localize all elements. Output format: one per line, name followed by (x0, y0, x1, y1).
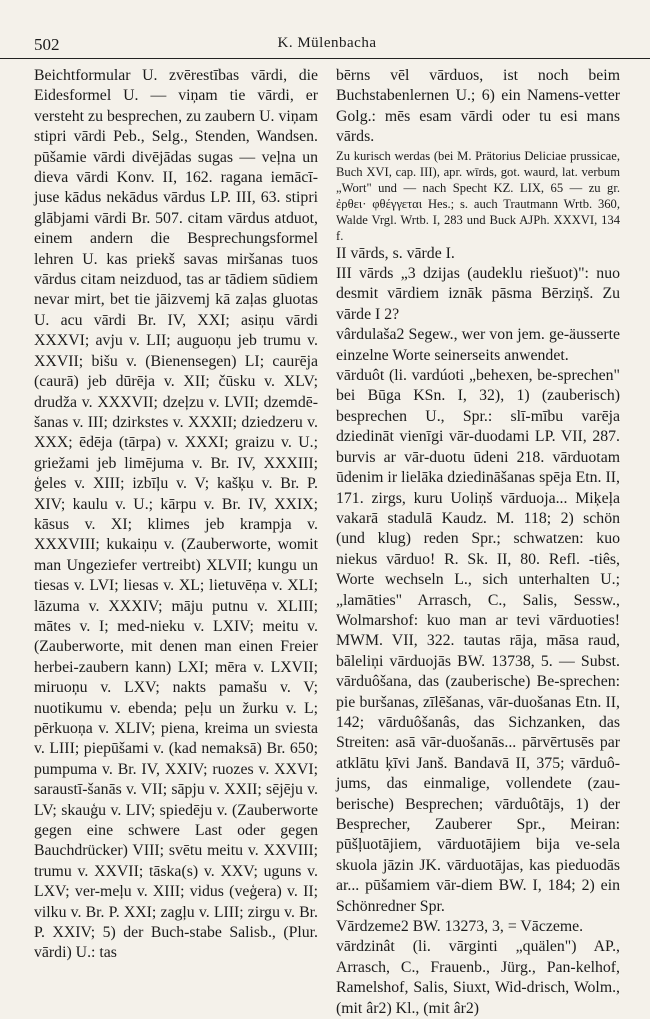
page-header (34, 0, 620, 52)
entry-vards-2: II vārds, s. vārde I. (336, 244, 455, 262)
entry-vardulasa: vârdulaša2 Segew., wer von jem. ge-äusserte einzelne Worte seinerseits anwendet. (336, 326, 620, 364)
entry-varduot: vārduôt (li. vardúoti „behexen, be-sprechen" bei Būga KSn. I, 32), 1) (zauberisch) besprechen U., Spr.: slī-mību varēja dziedināt vienīgi vār-duodami LP. VII, 287. burvis ar vār-duotu ūdeni 218. vārduotam ūdenim ir lielāka dziedināšanas spēja Etn. II, 171. zirgs, kuru Uoliņš vārduoja... Miķeļa vakarā stadulā Kaudz. M. 118; 2) schön (und klug) reden Spr.; schwatzen: kuo niekus vārduo! R. Sk. II, 80. Refl. -tiês, Worte wechseln L., sich unterhalten U.; „lamāties" Arrasch, C., Salis, Sessw., Wolmarshof: kuo man ar tevi vārduoties! MWM. VII, 322. tautas rāja, māsa raud, bāleliņi vārduojās BW. 13738, 5. — Subst. vārduôšana, das (zauberische) Be-sprechen: pie buršanas, zīlēšanas, vār-duošanas Etn. II, 142; vārduôšanâs, das Sichzanken, das Streiten: asā vār-duošanās... pārvērtusēs par atklātu ķīvi Janš. Bandavā II, 375; vārduô-jums, das einmalige, vollendete (zau-berische) Besprechen; vārduôtājs, 1) der Besprecher, Zauberer Spr., Meiran: pūšļuotājiem, vārduotājiem bija ve-sela skuola jāzin JK. vārduotājas, kas pieduodās ar... pūšamiem vār-diem BW. I, 184; 2) ein Schönredner Spr. (336, 367, 620, 915)
entry-continuation: bērns vēl vārduos, ist noch beim Buchstabenlernen U.; 6) ein Namens-vetter Golg.: mēs esam vārdi oder tu esi mans vārds. (336, 67, 620, 146)
left-column (34, 66, 318, 1019)
header-rule (0, 58, 650, 59)
entry-vardzinat: vārdzinât (li. vārginti „quälen") AP., Arrasch, C., Frauenb., Jürg., Pan-kelhof, Ramelshof, Salis, Siuxt, Wid-drisch, Wolm., (mit âr2) Kl., (mit âr2) (336, 938, 620, 1017)
text-columns (34, 66, 620, 1019)
entry-vardzeme: Vārdzeme2 BW. 13273, 3, = Vāczeme. (336, 918, 584, 936)
running-head: K. Mülenbacha (277, 35, 377, 51)
etymology-note: Zu kurisch werdas (bei M. Prätorius Deliciae prussicae, Buch XVI, cap. III), apr. wīrds, got. waurd, lat. verbum „Wort" und — nach Specht KZ. LIX, 65 — zu gr. ἐρθει· φθέγγεται Hes.; s. auch Trautmann Wrtb. 360, Walde Vrgl. Wrtb. I, 283 und Buck AJPh. XXXVI, 134 f. (336, 148, 620, 243)
page-number: 502 (34, 35, 60, 54)
right-column (336, 66, 620, 1019)
left-entry-text: Beichtformular U. zvērestības vārdi, die Eidesformel U. — viņam tie vārdi, er versteht zu besprechen, zu zaubern U. viņam stipri vārdi Peb., Selg., Stenden, Wandsen. pūšamie vārdi divējādas sugas — veļna un dieva vārdi Konv. II, 162. ragana iemācī-juse kādus nekādus vārdus LP. III, 63. stipri glābjami vārdi Br. 507. citam vārdus atduot, einem andern die Besprechungsformel lehren U. kas priekš savas miršanas tuos vārdus citam neizduod, tas ar tādiem sūdiem nevar mirt, bet tie jāizvemj kā zaļas gluotas U. acu vārdi Br. IV, XXI; asiņu vārdi XXXVI; avju v. LII; auguoņu jeb trumu v. XXVII; bišu v. (Bienensegen) LI; caurēja (caurā) jeb dūrēja v. XII; čūsku v. XLV; drudža v. XXXVII; dzeļzu v. LVII; dzemdē-šanas v. III; dzirkstes v. XXXII; dziedzeru v. XXX; ēdēja (tārpa) v. XXXI; graizu v. U.; griežami jeb limējuma v. Br. IV, XXXIII; ģeles v. XIII; izbīļu v. V; kašķu v. Br. P. XIV; kaulu v. U.; kārpu v. Br. IV, XXIX; kāsus v. XI; klimes jeb krampja v. XXXVIII; kukaiņu v. (Zauberworte, womit man Ungeziefer vertreibt) XLVII; kungu un tiesas v. LVI; liesas v. XL; lietuvēņa v. XLI; lāzuma v. XXXIV; māju putnu v. XLIII; mātes v. I; med-nieku v. LXIV; meitu v. (Zauberworte, mit denen man einen Freier herbei-zaubern kann) LXI; mēra v. LXVII; miruoņu v. LXV; nakts pamašu v. V; nuotikumu v. ebenda; peļu un žurku v. L; pērkuoņa v. XLIV; piena, kreima un sviesta v. LIII; piepūšami v. (kad nemaksā) Br. 650; pumpuma v. Br. IV, XXIV; ruozes v. XXVI; saraustī-šanās v. VII; sāpju v. XXII; sējēju v. LV; skauģu v. LIV; spiedēju v. (Zauberworte gegen eine schwere Last oder gegen Bauchdrücker) VIII; svētu meitu v. XXVIII; trumu v. XXVII; tāska(s) v. XXV; uguns v. LXV; ver-meļu v. XIII; vidus (veģera) v. II; vilku v. Br. P. XXI; zagļu v. LIII; zirgu v. Br. P. XXIV; 5) der Buch-stabe Salisb., (Plur. vārdi) U.: tas (34, 67, 318, 962)
entry-vards-3: III vārds „3 dzijas (audeklu riešuot)": nuo desmit vārdiem iznāk pāsma Bērziņš. Zu vārde I 2? (336, 265, 620, 323)
